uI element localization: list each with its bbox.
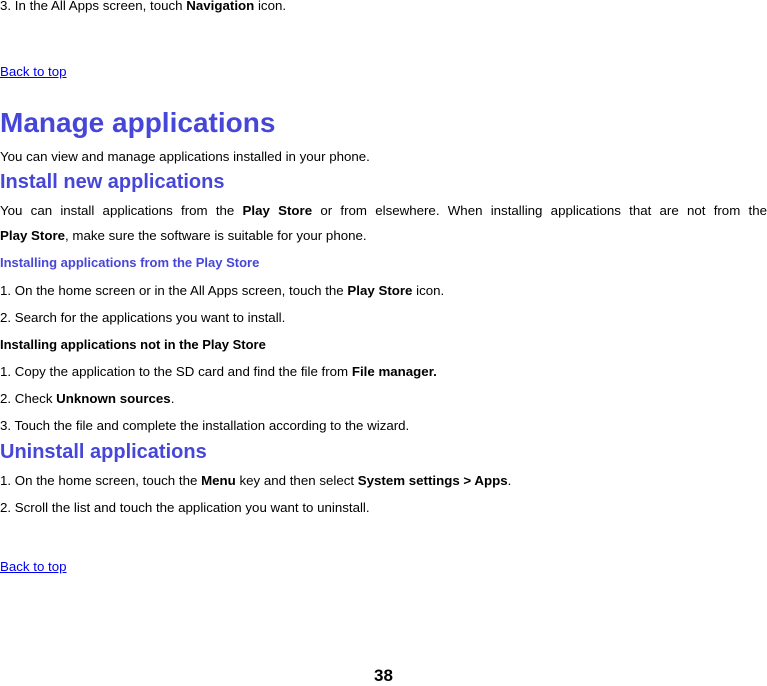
step-bold: Play Store [347,283,413,298]
para-text-end: or from elsewhere. When installing applications that are not from the [312,203,767,218]
intro-text: You can view and manage applications installed in your phone. [0,149,370,164]
install-para-line1 [0,203,767,219]
not-store-step1 [0,364,437,380]
step-text: 2. Check [0,391,57,406]
step-text-end: icon. [254,0,287,13]
para-text-end: , make sure the software is suitable for your phone. [65,228,367,243]
step-text-end: . [507,473,512,488]
from-store-step1 [0,283,444,299]
step-bold-settings: System settings > Apps [357,473,508,488]
uninstall-step2: 2. Scroll the list and touch the application you want to uninstall. [0,500,370,515]
step-text-mid: key and then select [235,473,358,488]
step-text-end: . [170,391,175,406]
para-bold: Play Store [242,203,313,218]
uninstall-heading: Uninstall applications [0,441,207,463]
step-text: 3. In the All Apps screen, touch [0,0,187,13]
back-to-top-link[interactable]: Back to top [0,559,67,574]
step-bold-menu: Menu [201,473,236,488]
install-para-line2 [0,228,367,244]
step3-navigation [0,0,286,14]
page-number: 38 [374,666,393,685]
uninstall-step1 [0,473,511,489]
not-store-step2 [0,391,174,407]
para-text: You can install applications from the [0,203,243,218]
back-to-top-link[interactable]: Back to top [0,64,67,79]
page-title: Manage applications [0,107,276,138]
step-bold: File manager. [351,364,437,379]
step-bold: Unknown sources [56,391,171,406]
step-text: 1. On the home screen, touch the [0,473,202,488]
not-store-step3: 3. Touch the file and complete the installation according to the wizard. [0,418,410,433]
para-bold: Play Store [0,228,66,243]
step-text-end: icon. [412,283,445,298]
from-store-step2: 2. Search for the applications you want to install. [0,310,286,325]
step-bold: Navigation [186,0,255,13]
install-heading: Install new applications [0,171,225,193]
step-text: 1. On the home screen or in the All Apps screen, touch the [0,283,348,298]
from-store-heading: Installing applications from the Play Store [0,255,260,270]
step-text: 1. Copy the application to the SD card and find the file from [0,364,352,379]
not-store-heading: Installing applications not in the Play Store [0,337,266,352]
